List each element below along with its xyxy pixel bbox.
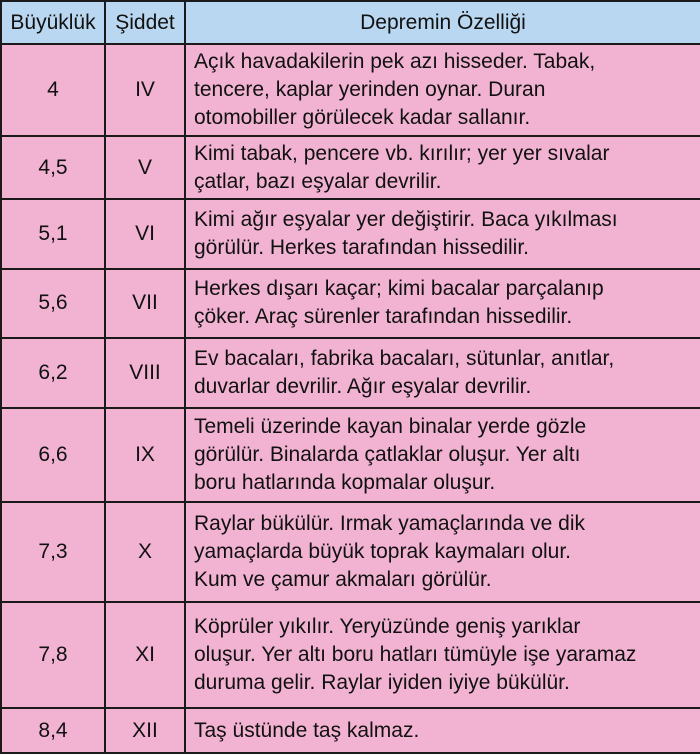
feature-line: duruma gelir. Raylar iyiden iyiye bükülür.: [194, 670, 570, 694]
feature-line: Raylar bükülür. Irmak yamaçlarında ve dik: [194, 511, 585, 535]
feature-cell: [185, 199, 700, 268]
table-row: [1, 199, 700, 268]
header-row: [1, 1, 700, 44]
feature-line: duvarlar devrilir. Ağır eşyalar devrilir.: [194, 374, 532, 398]
feature-line: oluşur. Yer altı boru hatları tümüyle işe yaramaz: [194, 642, 637, 666]
magnitude-cell: 4: [1, 44, 105, 136]
intensity-cell: XII: [105, 708, 185, 753]
feature-line: Herkes dışarı kaçar; kimi bacalar parçalanıp: [194, 277, 604, 301]
intensity-cell: IX: [105, 408, 185, 502]
magnitude-cell: 8,4: [1, 708, 105, 753]
feature-cell: [185, 708, 700, 753]
feature-line: Taş üstünde taş kalmaz.: [194, 718, 420, 742]
table-row: [1, 708, 700, 753]
table-row: [1, 408, 700, 502]
feature-line: Açık havadakilerin pek azı hisseder. Tabak,: [194, 49, 596, 73]
feature-line: Kum ve çamur akmaları görülür.: [194, 567, 492, 591]
table-row: [1, 269, 700, 338]
table-row: [1, 502, 700, 602]
feature-line: Temeli üzerinde kayan binalar yerde gözle: [194, 414, 587, 438]
feature-line: boru hatlarında kopmalar oluşur.: [194, 470, 496, 494]
header-feature: Depremin Özelliği: [185, 1, 700, 44]
feature-line: Kimi ağır eşyalar yer değiştirir. Baca yıkılması: [194, 208, 618, 231]
feature-cell: [185, 338, 700, 407]
intensity-cell: X: [105, 502, 185, 602]
magnitude-cell: 6,2: [1, 338, 105, 407]
intensity-cell: V: [105, 136, 185, 199]
intensity-cell: VII: [105, 269, 185, 338]
magnitude-cell: 7,3: [1, 502, 105, 602]
feature-line: Ev bacaları, fabrika bacaları, sütunlar, anıtlar,: [194, 346, 615, 370]
magnitude-cell: 4,5: [1, 136, 105, 199]
feature-line: yamaçlarda büyük toprak kaymaları olur.: [194, 539, 572, 563]
feature-line: çatlar, bazı eşyalar devrilir.: [194, 169, 442, 193]
feature-cell: [185, 502, 700, 602]
table-row: [1, 602, 700, 708]
feature-cell: [185, 136, 700, 199]
intensity-cell: VI: [105, 199, 185, 268]
feature-cell: [185, 269, 700, 338]
feature-line: çöker. Araç sürenler tarafından hissedilir.: [194, 305, 573, 329]
feature-line: tencere, kaplar yerinden oynar. Duran: [194, 77, 546, 101]
table-row: [1, 44, 700, 136]
feature-cell: [185, 44, 700, 136]
magnitude-cell: 7,8: [1, 602, 105, 708]
magnitude-cell: 5,1: [1, 199, 105, 268]
feature-line: Kimi tabak, pencere vb. kırılır; yer yer sıvalar: [194, 141, 610, 165]
feature-cell: [185, 602, 700, 708]
magnitude-cell: 5,6: [1, 269, 105, 338]
table-row: [1, 136, 700, 199]
table-row: [1, 338, 700, 407]
feature-line: Köprüler yıkılır. Yeryüzünde geniş yarıklar: [194, 614, 581, 638]
intensity-cell: IV: [105, 44, 185, 136]
intensity-cell: XI: [105, 602, 185, 708]
feature-cell: [185, 408, 700, 502]
magnitude-cell: 6,6: [1, 408, 105, 502]
header-magnitude: Büyüklük: [1, 1, 105, 44]
feature-line: otomobiller görülecek kadar sallanır.: [194, 105, 531, 129]
feature-line: görülür. Binalarda çatlaklar oluşur. Yer altı: [194, 442, 581, 466]
intensity-cell: VIII: [105, 338, 185, 407]
feature-line: görülür. Herkes tarafından hissedilir.: [194, 236, 530, 259]
header-intensity: Şiddet: [105, 1, 185, 44]
